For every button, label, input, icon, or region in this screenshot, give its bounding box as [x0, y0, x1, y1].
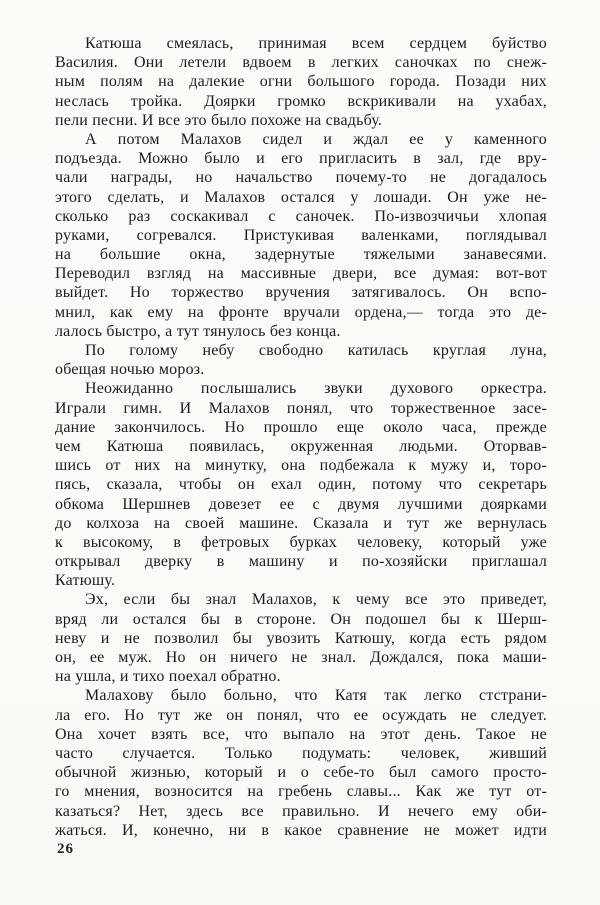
- text-line: выйдет. Но торжество вручения затягивалось. Он вспо-: [55, 284, 547, 302]
- text-line: неслась тройка. Доярки громко вскрикивали на ухабах,: [55, 92, 547, 110]
- text-line: Малахову было больно, что Катя так легко стстрани-: [85, 687, 547, 705]
- paragraph: [55, 379, 547, 590]
- page-number: 26: [57, 841, 74, 857]
- text-line: пели песни. И все это было похоже на свадьбу.: [55, 111, 383, 129]
- text-line: По голому небу свободно катилась круглая луна,: [85, 342, 547, 359]
- paragraph: [55, 34, 547, 130]
- text-line: на ушла, и тихо поехал обратно.: [55, 668, 281, 686]
- text-line: мнил, как ему на фронте вручали ордена,— тогда это де-: [55, 303, 547, 321]
- text-block: [55, 34, 547, 840]
- text-line: чали награды, но начальство почему-то не догадалось: [55, 169, 547, 187]
- text-line: вряд ли остался бы в стороне. Он подошел бы к Шерш-: [55, 610, 547, 628]
- text-line: шись от них на минутку, она подбежала к мужу и, торо-: [55, 457, 547, 475]
- text-line: чем Катюша появилась, окруженная людьми. Оторвав-: [55, 437, 547, 455]
- text-line: до колхоза на своей машине. Сказала и тут же вернулась: [55, 514, 547, 532]
- text-line: сколько раз соскакивал с саночек. По-извозчичьи хлопая: [55, 207, 547, 225]
- text-line: обкома Шершнев довезет ее с двумя лучшими доярками: [55, 495, 547, 513]
- text-line: руками, согревался. Пристукивая валенками, поглядывал: [55, 226, 547, 244]
- text-line: Неожиданно послышались звуки духового оркестра.: [85, 380, 547, 398]
- text-line: казаться? Нет, здесь все правильно. И нечего ему оби-: [55, 802, 547, 820]
- text-line: он, ее муж. Но он ничего не знал. Дождался, пока маши-: [55, 649, 547, 666]
- text-line: обещая ночью мороз.: [55, 361, 205, 379]
- text-line: ла его. Но тут же он понял, что ее осуждать не следует.: [55, 706, 547, 724]
- text-line: этого сделать, и Малахов остался у лошади. Он уже не-: [55, 188, 547, 206]
- text-line: Катюша смеялась, принимая всем сердцем буйство: [85, 35, 547, 52]
- text-line: А потом Малахов сидел и ждал ее у каменного: [85, 130, 547, 148]
- paragraph: [55, 590, 547, 686]
- text-line: пясь, сказала, чтобы он ехал один, потому что секретарь: [55, 476, 547, 494]
- text-line: Катюшу.: [55, 572, 116, 590]
- text-line: подъезда. Можно было и его пригласить в зал, где вру-: [55, 150, 547, 168]
- paragraph: [55, 130, 547, 341]
- text-line: на большие окна, задернутые тяжелыми занавесями.: [55, 246, 547, 264]
- text-line: часто случается. Только подумать: человек, живший: [55, 744, 547, 762]
- text-line: Василия. Они летели вдвоем в легких саночках по снеж-: [55, 54, 547, 72]
- text-line: ным полям на далекие огни большого города. Позади них: [55, 73, 547, 91]
- text-line: Она хочет взять все, что выпало на этот день. Такое не: [55, 725, 547, 743]
- text-line: Играли гимн. И Малахов понял, что торжественное засе-: [55, 399, 547, 417]
- text-line: лалось быстро, а тут тянулось без конца.: [55, 322, 341, 340]
- text-line: дание закончилось. Но прошло еще около часа, прежде: [55, 418, 547, 436]
- text-line: открывал дверку в машину и по-хозяйски приглашал: [55, 553, 547, 571]
- paragraph: [55, 341, 547, 379]
- text-line: жаться. И, конечно, ни в какое сравнение не может идти: [55, 821, 547, 839]
- paragraph: [55, 686, 547, 840]
- text-line: обычной жизнью, который и о себе-то был самого просто-: [55, 764, 547, 782]
- text-line: Переводил взгляд на массивные двери, все думая: вот-вот: [55, 265, 547, 283]
- text-line: к высокому, в фетровых бурках человеку, который уже: [55, 533, 547, 551]
- text-line: го мнения, возносится на гребень славы... Как же тут от-: [55, 783, 547, 801]
- text-line: Эх, если бы знал Малахов, к чему все это приведет,: [85, 591, 547, 609]
- text-line: неву и не позволил бы увозить Катюшу, когда есть рядом: [55, 629, 547, 647]
